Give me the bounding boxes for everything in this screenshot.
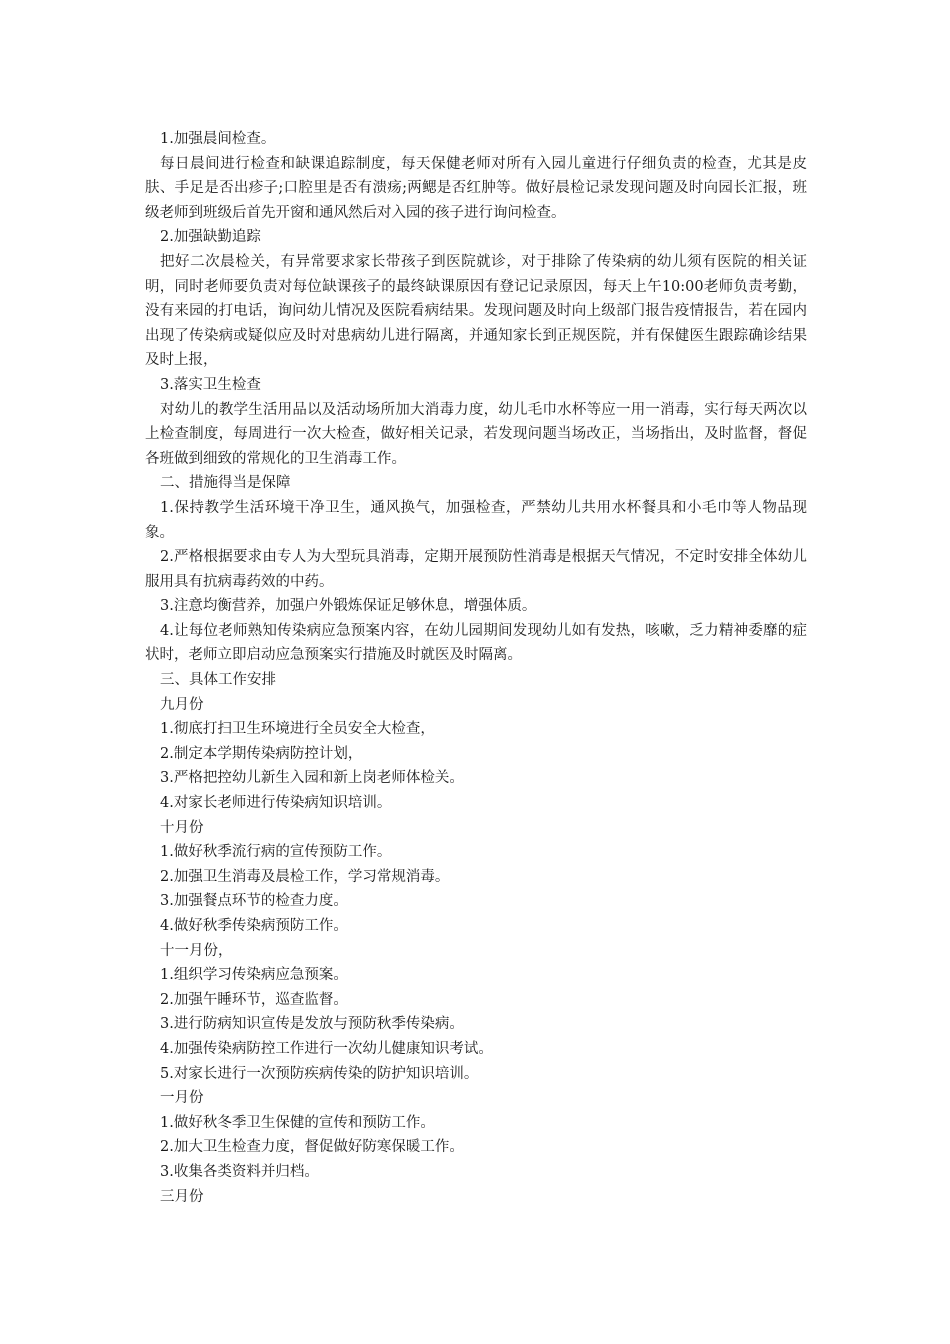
list-item: 2.加大卫生检查力度，督促做好防寒保暖工作。 — [160, 1139, 464, 1156]
list-item: 5.对家长进行一次预防疾病传染的防护知识培训。 — [160, 1065, 479, 1082]
list-item: 1.组织学习传染病应急预案。 — [160, 967, 348, 984]
list-item: 3.注意均衡营养，加强户外锻炼保证足够休息，增强体质。 — [160, 598, 537, 615]
list-item: 3.进行防病知识宣传是发放与预防秋季传染病。 — [160, 1016, 464, 1033]
list-item: 2.加强卫生消毒及晨检工作，学习常规消毒。 — [160, 868, 450, 885]
chapter-heading: 二、措施得当是保障 — [160, 475, 291, 492]
month-heading: 一月份 — [160, 1090, 204, 1107]
body-paragraph: 对幼儿的教学生活用品以及活动场所加大消毒力度，幼儿毛巾水杯等应一用一消毒，实行每天两次以上检查制度，每周进行一次大检查，做好相关记录，若发现问题当场改正，当场指出，及时监督，督促各班做到细致的常规化的卫生消毒工作。 — [145, 401, 807, 467]
section-heading: 2.加强缺勤追踪 — [160, 229, 261, 246]
month-heading: 十一月份， — [160, 942, 233, 959]
list-item: 1.做好秋季流行病的宣传预防工作。 — [160, 844, 392, 861]
document-body — [145, 127, 807, 1209]
list-item: 2.加强午睡环节，巡查监督。 — [160, 991, 348, 1008]
list-item: 3.收集各类资料并归档。 — [160, 1163, 319, 1180]
chapter-heading: 三、具体工作安排 — [160, 672, 276, 689]
body-paragraph: 把好二次晨检关，有异常要求家长带孩子到医院就诊，对于排除了传染病的幼儿须有医院的相关证明，同时老师要负责对每位缺课孩子的最终缺课原因有登记记录原因，每天上午10:00老师负责考勤，没有来园的打电话，询问幼儿情况及医院看病结果。发现问题及时向上级部门报告疫情报告，若在园内出现了传染病或疑似应及时对患病幼儿进行隔离，并通知家长到正规医院，并有保健医生跟踪确诊结果及时上报， — [145, 253, 807, 369]
list-item: 2.制定本学期传染病防控计划， — [160, 745, 363, 762]
list-item: 2.严格根据要求由专人为大型玩具消毒，定期开展预防性消毒是根据天气情况，不定时安排全体幼儿服用具有抗病毒药效的中药。 — [145, 549, 807, 590]
section-heading: 1.加强晨间检查。 — [160, 131, 276, 147]
list-item: 1.做好秋冬季卫生保健的宣传和预防工作。 — [160, 1114, 435, 1131]
month-heading: 三月份 — [160, 1188, 204, 1205]
list-item: 4.加强传染病防控工作进行一次幼儿健康知识考试。 — [160, 1040, 493, 1057]
list-item: 4.做好秋季传染病预防工作。 — [160, 918, 348, 934]
list-item: 4.对家长老师进行传染病知识培训。 — [160, 795, 392, 812]
list-item: 1.彻底打扫卫生环境进行全员安全大检查， — [160, 721, 435, 738]
list-item: 4.让每位老师熟知传染病应急预案内容，在幼儿园期间发现幼儿如有发热，咳嗽，乏力精神委靡的症状时，老师立即启动应急预案实行措施及时就医及时隔离。 — [145, 622, 807, 664]
section-heading: 3.落实卫生检查 — [160, 376, 261, 393]
list-item: 3.加强餐点环节的检查力度。 — [160, 893, 348, 910]
body-paragraph: 每日晨间进行检查和缺课追踪制度，每天保健老师对所有入园儿童进行仔细负责的检查，尤其是皮肤、手足是否出疹子;口腔里是否有溃疡;两鳃是否红肿等。做好晨检记录发现问题及时向园长汇报，班级老师到班级后首先开窗和通风然后对入园的孩子进行询问检查。 — [145, 155, 807, 221]
month-heading: 十月份 — [160, 819, 204, 836]
list-item: 3.严格把控幼儿新生入园和新上岗老师体检关。 — [160, 770, 464, 787]
list-item: 1.保持教学生活环境干净卫生，通风换气，加强检查，严禁幼儿共用水杯餐具和小毛巾等人物品现象。 — [145, 499, 807, 541]
month-heading: 九月份 — [160, 696, 204, 713]
